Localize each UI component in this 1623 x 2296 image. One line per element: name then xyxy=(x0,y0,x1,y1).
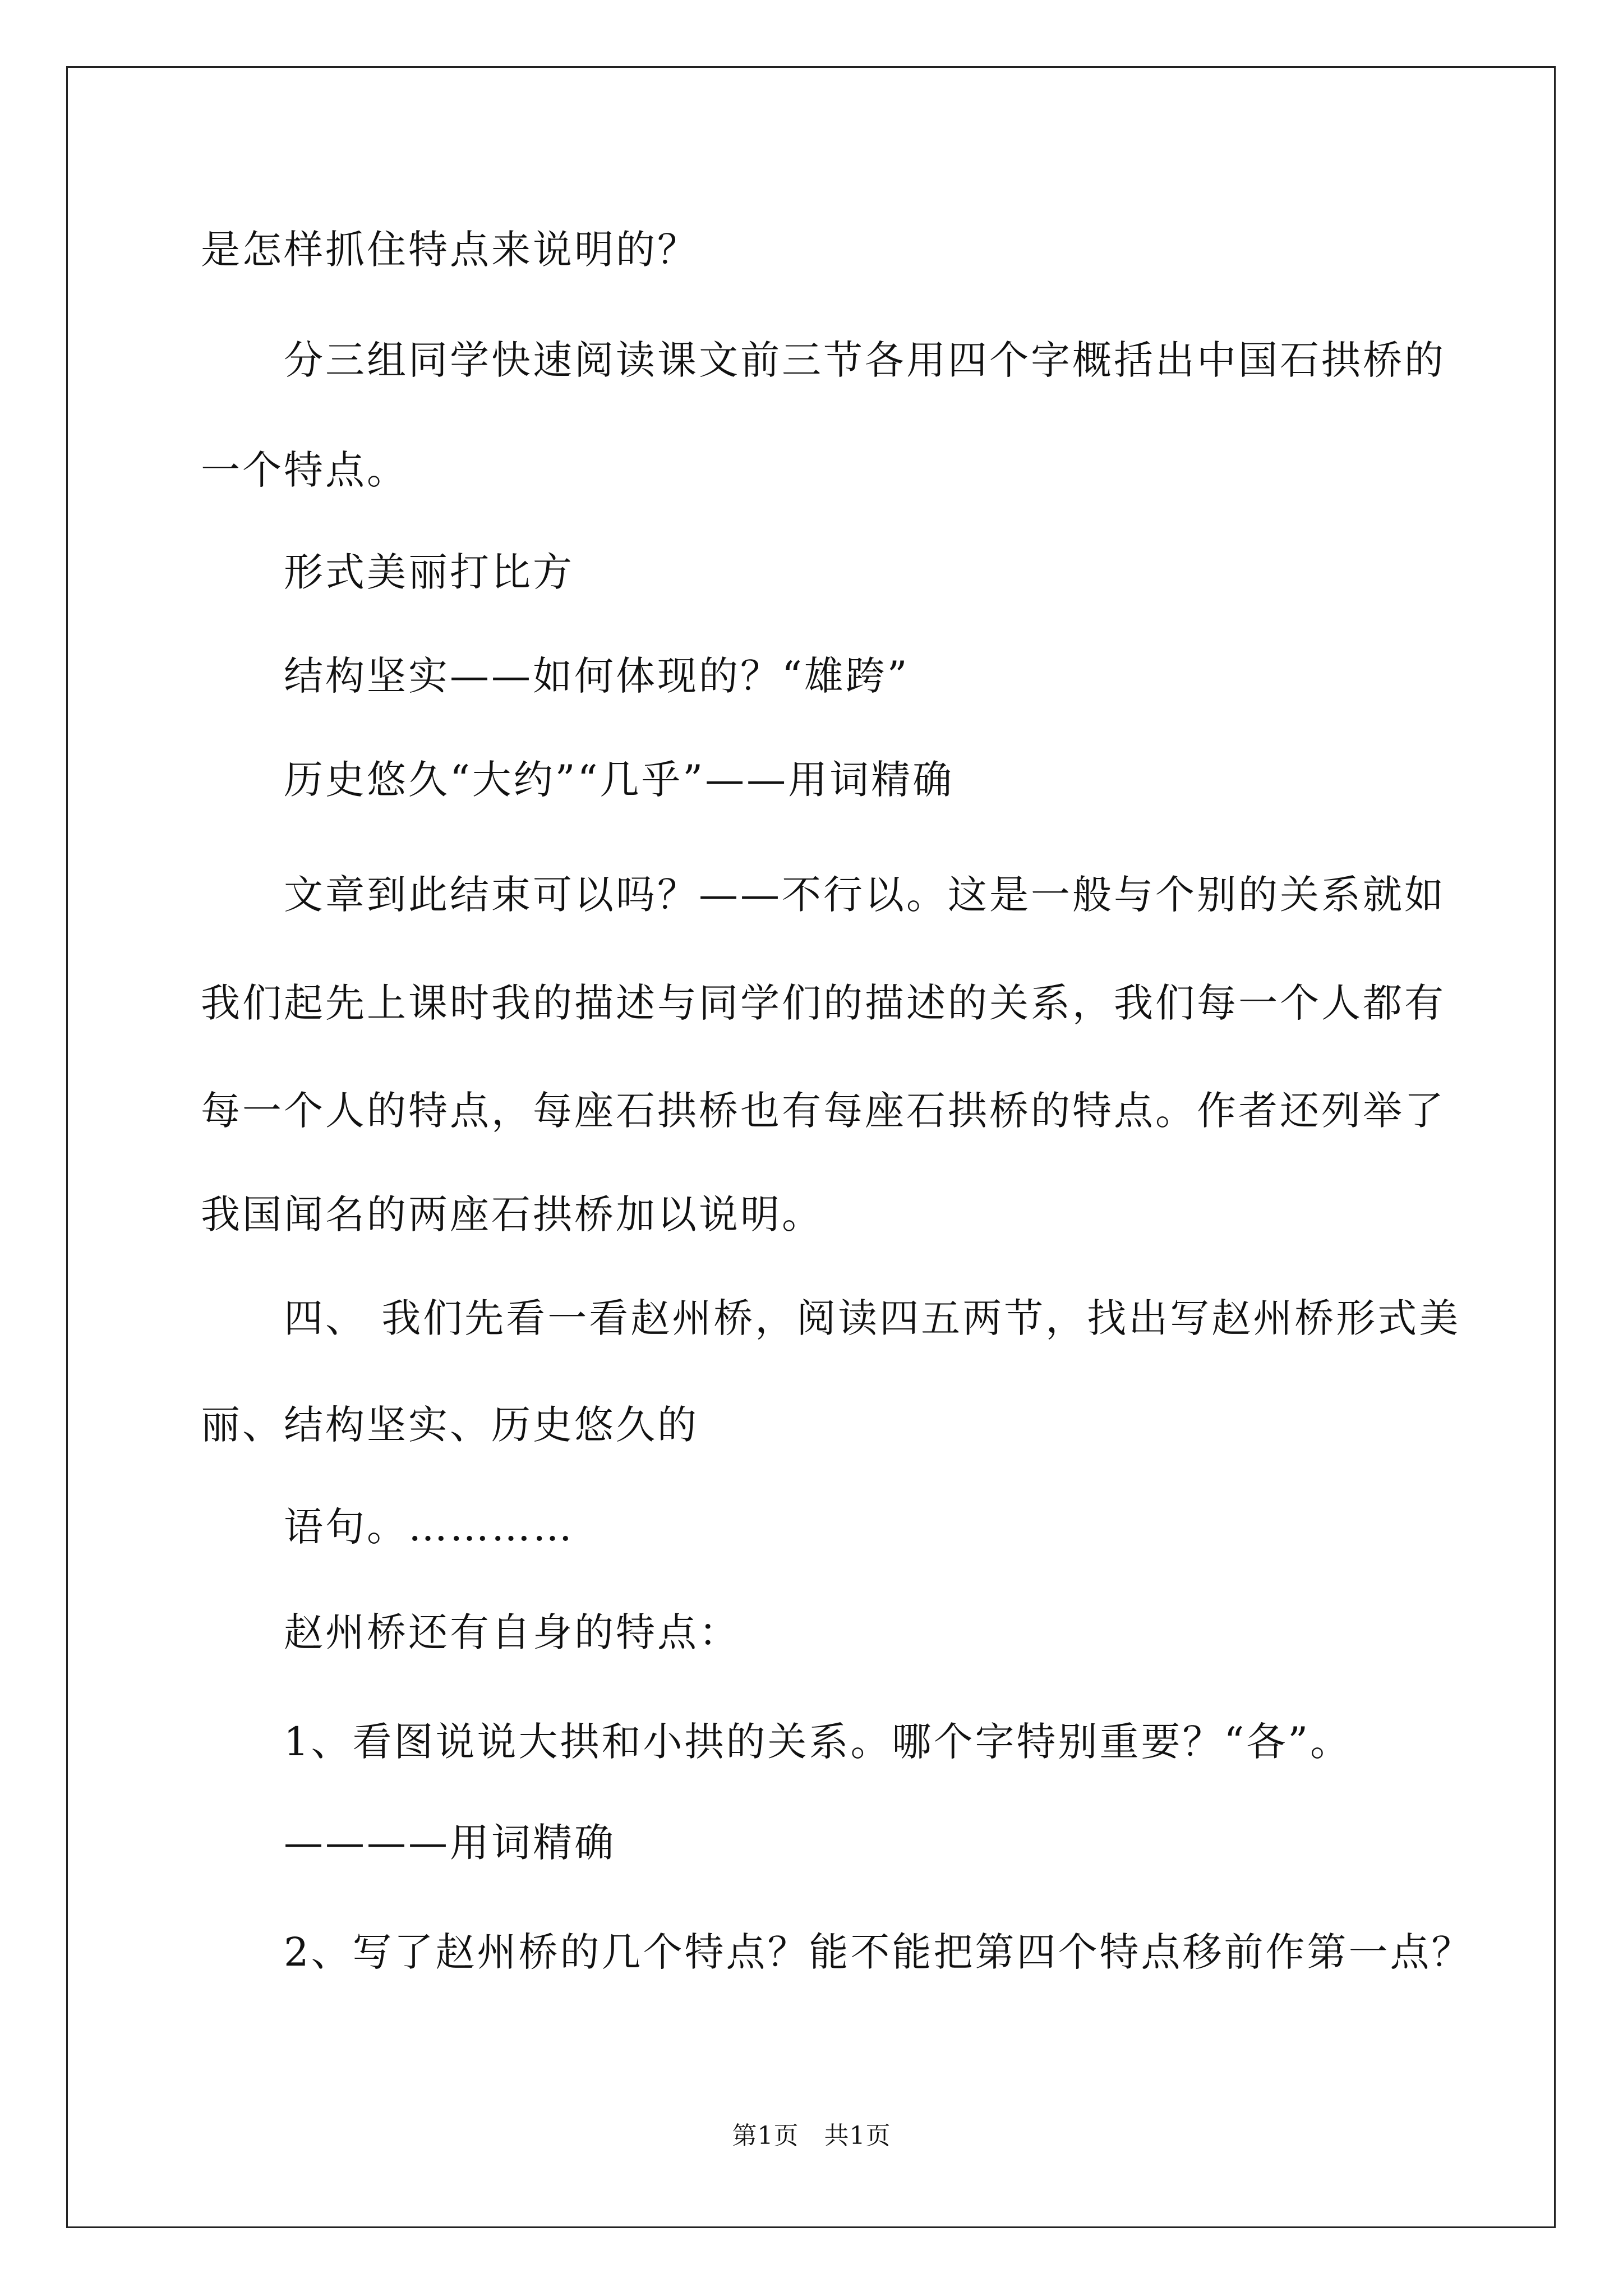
text-line: 形式美丽打比方 xyxy=(284,549,574,595)
text-line: 语句。………… xyxy=(284,1504,574,1550)
text-line: 四、 我们先看一看赵州桥，阅读四五两节，找出写赵州桥形式美 xyxy=(284,1295,1461,1341)
text-line: 文章到此结束可以吗？——不行以。这是一般与个别的关系就如 xyxy=(284,872,1446,918)
text-line: 每一个人的特点，每座石拱桥也有每座石拱桥的特点。作者还列举了 xyxy=(201,1088,1446,1134)
page-footer: 第1页 共1页 xyxy=(732,2122,891,2150)
text-line: 2、写了赵州桥的几个特点？能不能把第四个特点移前作第一点？ xyxy=(284,1929,1473,1975)
text-line: 结构坚实——如何体现的？“雄跨” xyxy=(284,653,910,699)
text-line: 历史悠久“大约”“几乎”——用词精确 xyxy=(284,757,955,803)
text-line: 是怎样抓住特点来说明的？ xyxy=(201,227,699,273)
text-line: 赵州桥还有自身的特点： xyxy=(284,1609,740,1655)
text-line: 我们起先上课时我的描述与同学们的描述的关系，我们每一个人都有 xyxy=(201,980,1446,1026)
text-line: ————用词精确 xyxy=(284,1820,616,1866)
text-line: 丽、结构坚实、历史悠久的 xyxy=(201,1402,699,1448)
text-line: 一个特点。 xyxy=(201,447,408,493)
text-line: 1、看图说说大拱和小拱的关系。哪个字特别重要？“各”。 xyxy=(284,1719,1352,1765)
page-border xyxy=(66,66,1556,2228)
text-line: 我国闻名的两座石拱桥加以说明。 xyxy=(201,1191,823,1237)
text-line: 分三组同学快速阅读课文前三节各用四个字概括出中国石拱桥的 xyxy=(284,337,1446,383)
